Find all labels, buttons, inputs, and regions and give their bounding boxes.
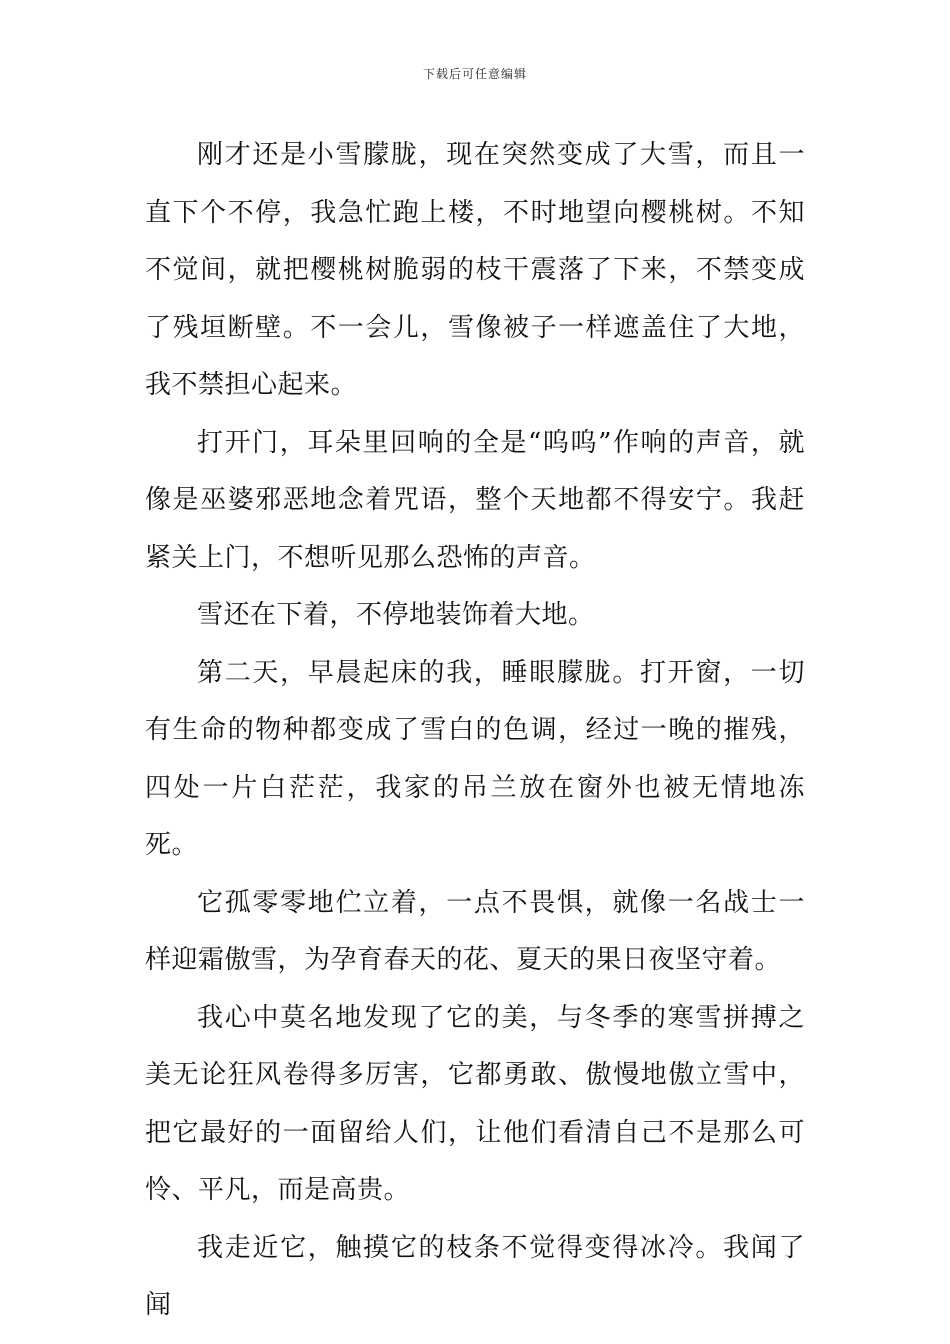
paragraph: 雪还在下着，不停地装饰着大地。 [197,600,595,630]
header-note: 下载后可任意编辑 [422,67,527,81]
paragraph: 刚才还是小雪朦胧，现在突然变成了大雪，而且一直下个不停，我急忙跑上楼，不时地望向樱桃树。不知不觉间，就把樱桃树脆弱的枝干震落了下来，不禁变成了残垣断壁。不一会儿，雪像被子一样遮盖住了大地，我不禁担心起来。 [145,140,805,400]
paragraph: 打开门，耳朵里回响的全是“呜呜”作响的声音，就像是巫婆邪恶地念着咒语，整个天地都不得安宁。我赶紧关上门，不想听见那么恐怖的声音。 [145,427,805,573]
paragraph: 它孤零零地伫立着，一点不畏惧，就像一名战士一样迎霜傲雪，为孕育春天的花、夏天的果日夜坚守着。 [145,887,805,975]
paragraph: 第二天，早晨起床的我，睡眼朦胧。打开窗，一切有生命的物种都变成了雪白的色调，经过一晚的摧残，四处一片白茫茫，我家的吊兰放在窗外也被无情地冻死。 [145,657,805,860]
body-text [145,127,805,1335]
paragraph: 我走近它，触摸它的枝条不觉得变得冰冷。我闻了闻 [145,1232,805,1320]
paragraph: 我心中莫名地发现了它的美，与冬季的寒雪拼搏之美无论狂风卷得多厉害，它都勇敢、傲慢地傲立雪中，把它最好的一面留给人们，让他们看清自己不是那么可怜、平凡，而是高贵。 [145,1002,805,1205]
